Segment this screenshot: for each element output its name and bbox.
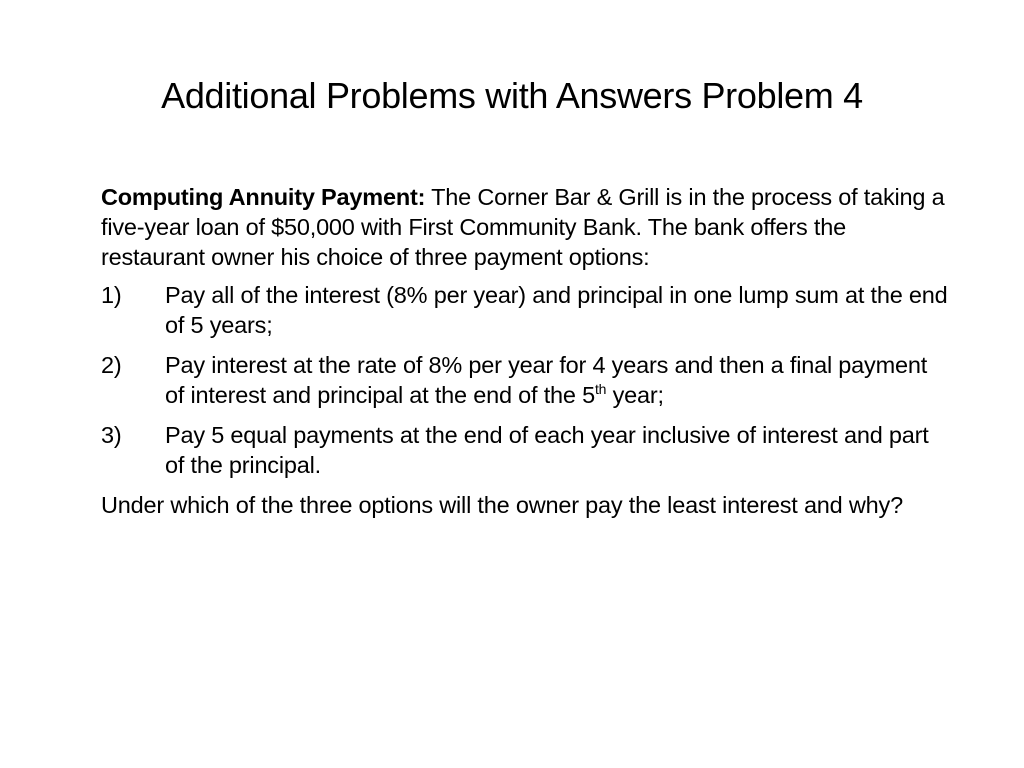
option-text-after: year; (606, 382, 664, 408)
option-number: 1) (101, 282, 122, 308)
option-item-1 (101, 280, 951, 340)
slide-content (101, 182, 951, 528)
option-text: Pay 5 equal payments at the end of each year inclusive of interest and part of the principal. (165, 422, 929, 478)
option-text: Pay all of the interest (8% per year) and principal in one lump sum at the end of 5 years; (165, 282, 948, 338)
ordinal-superscript: th (594, 381, 607, 398)
intro-paragraph (101, 182, 951, 272)
slide-title: Additional Problems with Answers Problem 4 (161, 75, 863, 116)
option-text-before: Pay interest at the rate of 8% per year for 4 years and then a final payment of interest and principal at the end of the 5 (165, 352, 928, 408)
option-item-3 (101, 420, 951, 480)
option-number: 2) (101, 352, 122, 378)
option-item-2 (101, 350, 951, 410)
option-text (165, 350, 951, 410)
intro-lead: Computing Annuity Payment: (101, 184, 426, 210)
option-number: 3) (101, 422, 122, 448)
intro-text: The Corner Bar & Grill is in the process of taking a five-year loan of $50,000 with First Community Bank. The bank offers the restaurant owner his choice of three payment options: (101, 184, 945, 270)
question-paragraph: Under which of the three options will the owner pay the least interest and why? (101, 492, 903, 518)
